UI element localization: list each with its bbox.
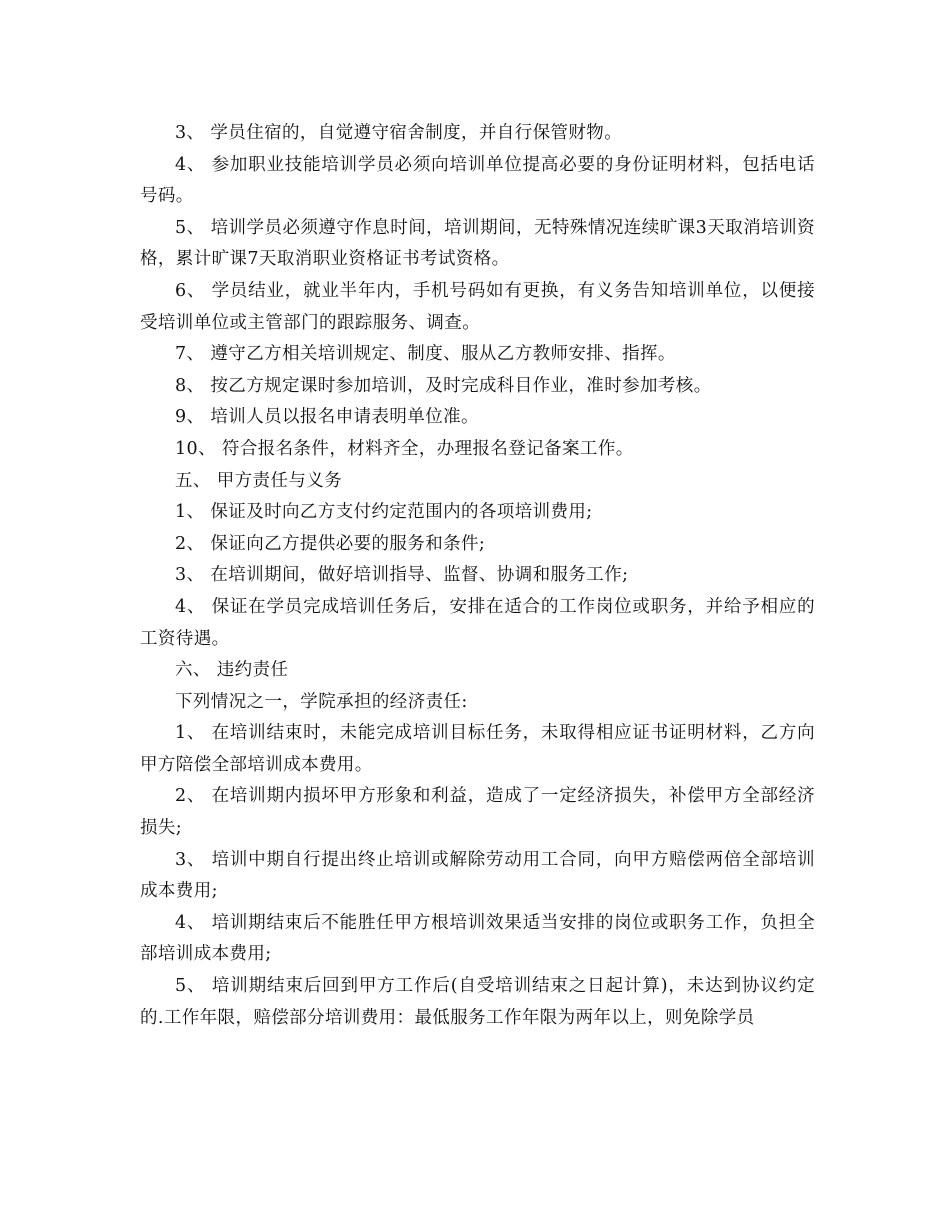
paragraph-breach-item-3: 3、 培训中期自行提出终止培训或解除劳动用工合同，向甲方赔偿两倍全部培训成本费用;: [140, 849, 815, 902]
document-body: [140, 118, 815, 1034]
paragraph-item-8-courses: 8、 按乙方规定课时参加培训，及时完成科目作业，准时参加考核。: [175, 375, 712, 396]
section-heading-breach: 六、 违约责任: [175, 660, 289, 681]
paragraph-item-5-attendance: 5、 培训学员必须遵守作息时间，培训期间，无特殊情况连续旷课3天取消培训资格，累计旷课7天取消职业资格证书考试资格。: [140, 217, 815, 270]
section-heading-party-a-duties: 五、 甲方责任与义务: [175, 470, 343, 491]
paragraph-item-7-rules: 7、 遵守乙方相关培训规定、制度、服从乙方教师安排、指挥。: [175, 344, 676, 365]
paragraph-breach-item-4: 4、 培训期结束后不能胜任甲方根培训效果适当安排的岗位或职务工作，负担全部培训成本费用;: [140, 912, 815, 965]
paragraph-breach-item-2: 2、 在培训期内损坏甲方形象和利益，造成了一定经济损失，补偿甲方全部经济损失;: [140, 786, 815, 839]
paragraph-item-3-dormitory: 3、 学员住宿的，自觉遵守宿舍制度，并自行保管财物。: [175, 123, 623, 143]
paragraph-breach-item-1: 1、 在培训结束时，未能完成培训目标任务，未取得相应证书证明材料，乙方向甲方陪偿全部培训成本费用。: [140, 723, 815, 775]
paragraph-item-9-registration: 9、 培训人员以报名申请表明单位准。: [175, 407, 479, 428]
paragraph-item-10-materials: 10、 符合报名条件，材料齐全，办理报名登记备案工作。: [175, 438, 634, 459]
paragraph-item-6-phone-change: 6、 学员结业，就业半年内，手机号码如有更换，有义务告知培训单位，以便接受培训单位或主管部门的跟踪服务、调查。: [140, 280, 815, 333]
paragraph-breach-intro: 下列情况之一，学院承担的经济责任:: [175, 691, 468, 712]
paragraph-a-item-4: 4、 保证在学员完成培训任务后，安排在适合的工作岗位或职务，并给予相应的工资待遇。: [140, 596, 815, 649]
paragraph-a-item-2: 2、 保证向乙方提供必要的服务和条件;: [175, 533, 486, 554]
paragraph-item-4-identity: 4、 参加职业技能培训学员必须向培训单位提高必要的身份证明材料，包括电话号码。: [140, 154, 815, 207]
paragraph-breach-item-5: 5、 培训期结束后回到甲方工作后(自受培训结束之日起计算)，未达到协议约定的.工作年限，赔偿部分培训费用：最低服务工作年限为两年以上，则免除学员: [140, 976, 815, 1028]
paragraph-a-item-1: 1、 保证及时向乙方支付约定范围内的各项培训费用;: [175, 502, 593, 523]
paragraph-a-item-3: 3、 在培训期间，做好培训指导、监督、协调和服务工作;: [175, 565, 629, 586]
